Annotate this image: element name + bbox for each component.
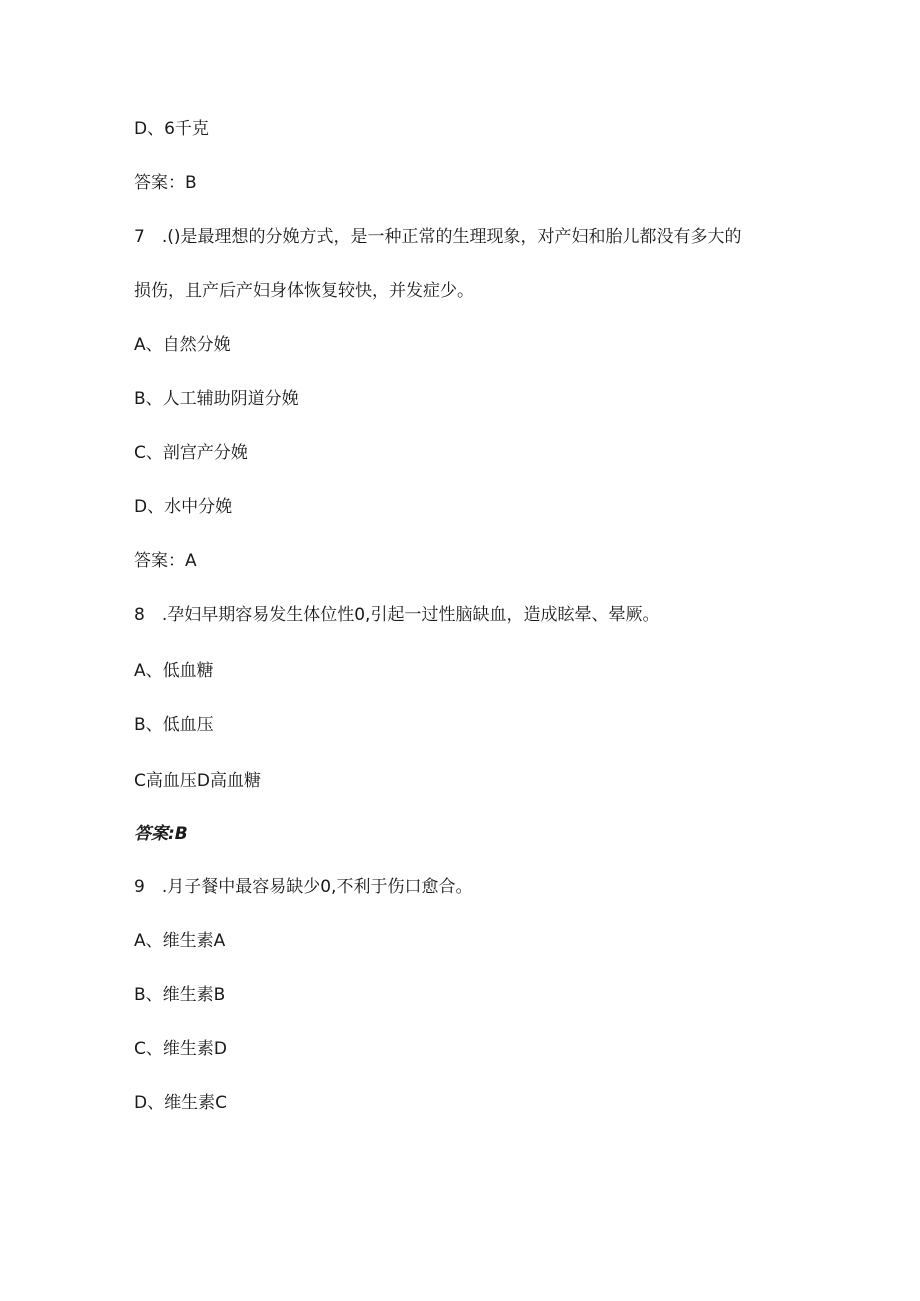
option-b-q9: B、维生素B: [134, 985, 226, 1005]
option-b-q7: B、人工辅助阴道分娩: [134, 389, 299, 409]
option-d-q9: D、维生素C: [134, 1093, 227, 1113]
option-a-q8: A、低血糖: [134, 661, 214, 681]
answer-q7: 答案：A: [134, 551, 197, 571]
option-d-q7: D、水中分娩: [134, 497, 233, 517]
question-9: 9 .月子餐中最容易缺少0,不利于伤口愈合。: [134, 877, 473, 897]
option-d-q6: D、6千克: [134, 119, 209, 139]
option-c-q7: C、剖宫产分娩: [134, 443, 248, 463]
question-7-line-1: 7 .()是最理想的分娩方式，是一种正常的生理现象，对产妇和胎儿都没有多大的: [134, 227, 742, 247]
option-c-q9: C、维生素D: [134, 1039, 227, 1059]
question-7-line-2: 损伤，且产后产妇身体恢复较快，并发症少。: [134, 281, 474, 301]
answer-q8: 答案:B: [134, 824, 188, 844]
option-b-q8: B、低血压: [134, 715, 214, 735]
option-a-q9: A、维生素A: [134, 931, 226, 951]
option-a-q7: A、自然分娩: [134, 335, 231, 355]
question-8: 8 .孕妇早期容易发生体位性0,引起一过性脑缺血，造成眩晕、晕厥。: [134, 605, 660, 625]
option-cd-q8: C高血压D高血糖: [134, 771, 261, 791]
answer-q6: 答案：B: [134, 173, 197, 193]
